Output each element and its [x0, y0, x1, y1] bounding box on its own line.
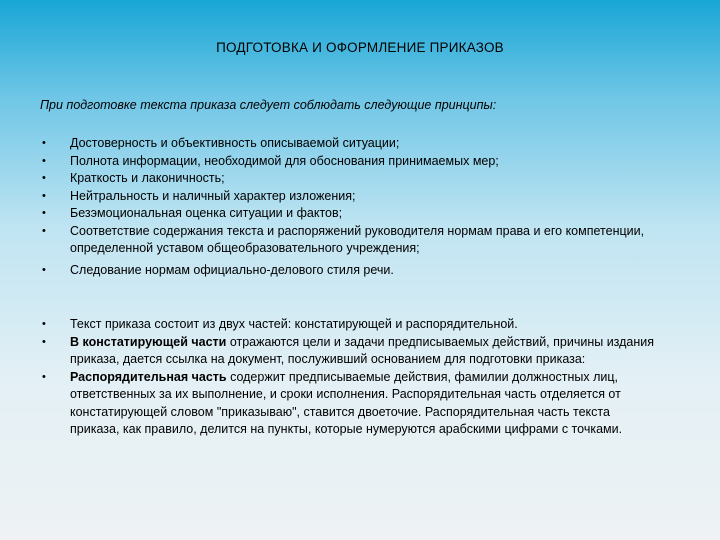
list-item: • Достоверность и объективность описываемой ситуации; — [40, 135, 662, 153]
bullet-icon: • — [42, 189, 46, 202]
bullet-icon: • — [42, 154, 46, 167]
list-item: • Безэмоциональная оценка ситуации и фактов; — [40, 205, 662, 223]
bullet-icon: • — [42, 318, 46, 330]
principles-list — [40, 135, 662, 279]
list-item: • Полнота информации, необходимой для обоснования принимаемых мер; — [40, 153, 662, 171]
bullet-icon: • — [42, 172, 46, 184]
list-item: • Текст приказа состоит из двух частей: констатирующей и распорядительной. — [40, 316, 662, 334]
bold-term: В констатирующей части — [70, 334, 227, 349]
intro-text: При подготовке текста приказа следует соблюдать следующие принципы: — [40, 98, 497, 112]
list-item: • Распорядительная часть содержит предписываемые действия, фамилии должностных лиц, ответственных за их выполнение, и сроки исполнения. Распорядительная часть отделяется от констатирующей словом "приказываю", ставится двоеточие. Распорядительная часть текста приказа, как правило, делится на пункты, которые нумеруются арабскими цифрами с точками. — [42, 369, 623, 436]
bullet-icon: • — [42, 207, 46, 219]
bold-term: Распорядительная часть — [70, 369, 227, 384]
bullet-icon: • — [42, 370, 46, 383]
page-title: ПОДГОТОВКА И ОФОРМЛЕНИЕ ПРИКАЗОВ — [216, 40, 504, 55]
list-item: • Соответствие содержания текста и распоряжений руководителя нормам права и его компетенции, определенной уставом общеобразовательного учреждения; — [42, 223, 645, 255]
bullet-icon: • — [42, 263, 46, 276]
bullet-icon: • — [42, 224, 46, 237]
list-item: • В констатирующей части отражаются цели и задачи предписываемых действий, причины издания приказа, дается ссылка на документ, послуживший основанием для подготовки приказа: — [42, 334, 655, 366]
bullet-icon: • — [42, 335, 46, 348]
list-item: • Нейтральность и наличный характер изложения; — [40, 188, 662, 206]
bullet-icon: • — [42, 137, 46, 149]
list-item: • Следование нормам официально-делового стиля речи. — [40, 262, 662, 280]
structure-list — [40, 316, 662, 439]
list-item: • Краткость и лаконичность; — [40, 170, 662, 188]
